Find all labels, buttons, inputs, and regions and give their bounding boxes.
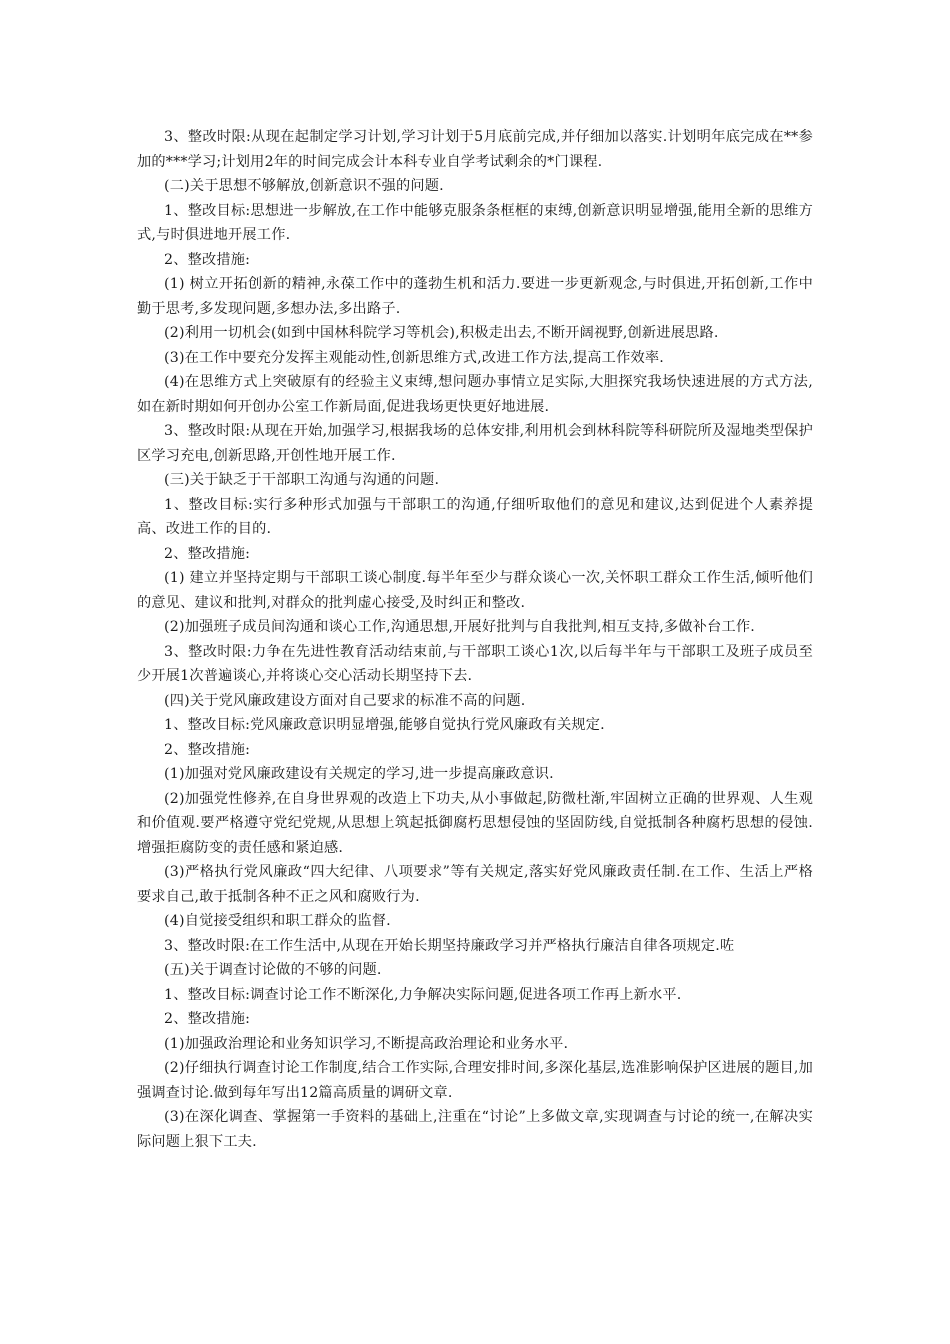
section-heading: (二)关于思想不够解放,创新意识不强的问题. — [164, 178, 444, 194]
paragraph: 3、整改时限:在工作生活中,从现在开始长期坚持廉政学习并严格执行廉洁自律各项规定.咗 — [164, 937, 735, 954]
paragraph: (4)自觉接受组织和职工群众的监督. — [164, 913, 391, 929]
paragraph: 3、整改时限:从现在开始,加强学习,根据我场的总体安排,利用机会到林科院等科研院所及湿地类型保护区学习充电,创新思路,开创性地开展工作. — [137, 423, 813, 464]
paragraph: 1、整改目标:调查讨论工作不断深化,力争解决实际问题,促进各项工作再上新水平. — [164, 986, 682, 1003]
paragraph: (2)加强党性修养,在自身世界观的改造上下功夫,从小事做起,防微杜渐,牢固树立正确的世界观、人生观和价值观.要严格遵守党纪党规,从思想上筑起抵御腐朽思想侵蚀的坚固防线,自觉抵制各种腐朽思想的侵蚀.增强拒腐防变的责任感和紧迫感. — [137, 790, 813, 856]
paragraph: (1)加强对党风廉政建设有关规定的学习,进一步提高廉政意识. — [164, 766, 554, 782]
section-heading: (三)关于缺乏于干部职工沟通与沟通的问题. — [164, 472, 440, 488]
paragraph: (2)利用一切机会(如到中国林科院学习等机会),积极走出去,不断开阔视野,创新进展思路. — [164, 325, 719, 341]
paragraph: (3)严格执行党风廉政“四大纪律、八项要求”等有关规定,落实好党风廉政责任制.在工作、生活上严格要求自己,敢于抵制各种不正之风和腐败行为. — [137, 864, 813, 905]
paragraph: 1、整改目标:党风廉政意识明显增强,能够自觉执行党风廉政有关规定. — [164, 717, 605, 733]
paragraph: (3)在深化调查、掌握第一手资料的基础上,注重在“讨论”上多做文章,实现调查与讨论的统一,在解决实际问题上狠下工夫. — [137, 1109, 813, 1150]
paragraph: (1)加强政治理论和业务知识学习,不断提高政治理论和业务水平. — [164, 1035, 569, 1052]
paragraph: 1、整改目标:思想进一步解放,在工作中能够克服条条框框的束缚,创新意识明显增强,能用全新的思维方式,与时俱进地开展工作. — [137, 202, 813, 243]
document-body — [137, 125, 813, 1154]
paragraph: 2、整改措施: — [164, 741, 251, 758]
paragraph: 1、整改目标:实行多种形式加强与干部职工的沟通,仔细听取他们的意见和建议,达到促进个人素养提高、改进工作的目的. — [137, 496, 813, 537]
paragraph: 3、整改时限:力争在先进性教育活动结束前,与干部职工谈心1次,以后每半年与干部职工及班子成员至少开展1次普遍谈心,并将谈心交心活动长期坚持下去. — [137, 643, 813, 684]
paragraph: 3、整改时限:从现在起制定学习计划,学习计划于5月底前完成,并仔细加以落实.计划明年底完成在**参加的***学习;计划用2年的时间完成会计本科专业自学考试剩余的*门课程. — [137, 129, 813, 170]
paragraph: (2)仔细执行调查讨论工作制度,结合工作实际,合理安排时间,多深化基层,选准影响保护区进展的题目,加强调查讨论.做到每年写出12篇高质量的调研文章. — [137, 1060, 813, 1101]
section-heading: (四)关于党风廉政建设方面对自己要求的标准不高的问题. — [164, 692, 526, 709]
paragraph: (4)在思维方式上突破原有的经验主义束缚,想问题办事情立足实际,大胆探究我场快速进展的方式方法,如在新时期如何开创办公室工作新局面,促进我场更快更好地进展. — [137, 374, 813, 415]
paragraph: (3)在工作中要充分发挥主观能动性,创新思维方式,改进工作方法,提高工作效率. — [164, 349, 664, 366]
paragraph: (1) 建立并坚持定期与干部职工谈心制度.每半年至少与群众谈心一次,关怀职工群众工作生活,倾听他们的意见、建议和批判,对群众的批判虚心接受,及时纠正和整改. — [137, 570, 813, 611]
paragraph: 2、整改措施: — [164, 545, 251, 562]
paragraph: (2)加强班子成员间沟通和谈心工作,沟通思想,开展好批判与自我批判,相互支持,多做补台工作. — [164, 619, 755, 635]
paragraph: (1) 树立开拓创新的精神,永葆工作中的蓬勃生机和活力.要进一步更新观念,与时俱进,开拓创新,工作中勤于思考,多发现问题,多想办法,多出路子. — [137, 276, 813, 317]
paragraph: 2、整改措施: — [164, 1011, 251, 1027]
paragraph: 2、整改措施: — [164, 251, 251, 268]
section-heading: (五)关于调查讨论做的不够的问题. — [164, 962, 382, 978]
